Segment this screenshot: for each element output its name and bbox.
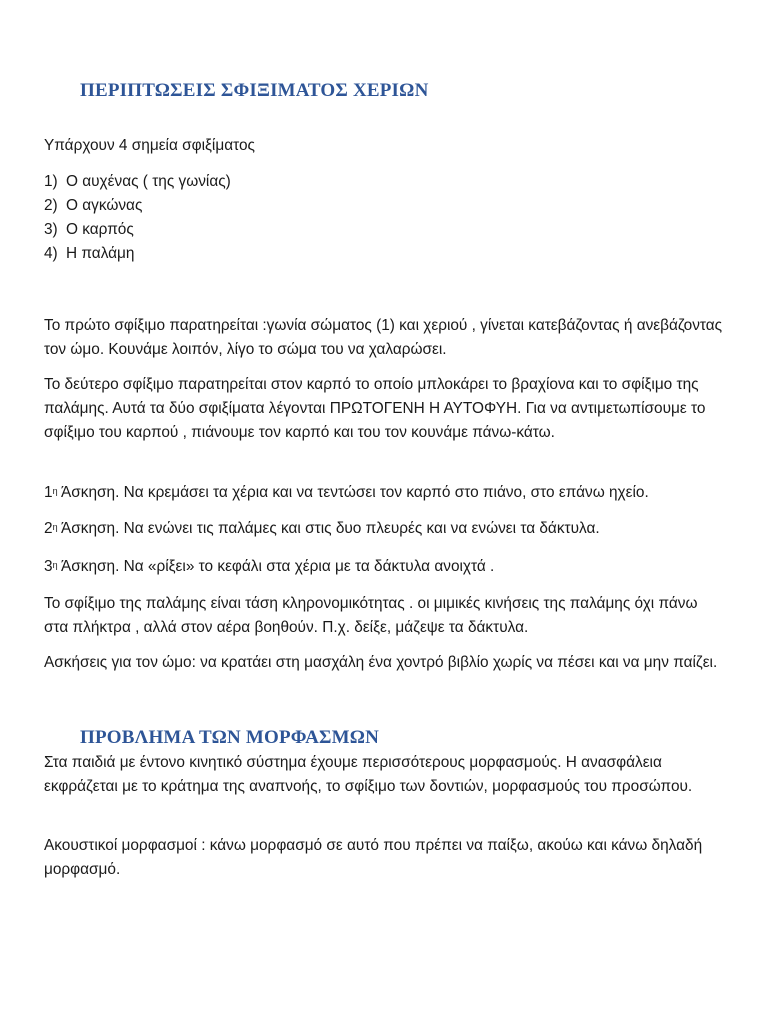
list-item-text: Ο αυχένας ( της γωνίας) xyxy=(66,173,231,190)
acoustic-grimaces-paragraph: Ακουστικοί μορφασμοί : κάνω μορφασμό σε αυτό που πρέπει να παίξω, ακούω και κάνω δηλαδή μορφασμό. xyxy=(44,837,703,878)
exercise-ordinal-suffix: η xyxy=(52,486,58,496)
section-heading-grimaces: ΠΡΟΒΛΗΜΑ ΤΩΝ ΜΟΡΦΑΣΜΩΝ xyxy=(80,727,380,748)
exercise-3 xyxy=(44,555,724,579)
first-tension-paragraph: Το πρώτο σφίξιμο παρατηρείται :γωνία σώματος (1) και χεριού , γίνεται κατεβάζοντας ή ανεβάζοντας τον ώμο. Κουνάμε λοιπόν, λίγο το σώμα του να χαλαρώσει. xyxy=(44,317,723,358)
exercise-text: Άσκηση. Να «ρίξει» το κεφάλι στα χέρια με τα δάκτυλα ανοιχτά . xyxy=(57,558,495,575)
exercise-text: Άσκηση. Να κρεμάσει τα χέρια και να τεντώσει τον καρπό στο πιάνο, στο επάνω ηχείο. xyxy=(57,484,649,501)
list-item-number: 1) xyxy=(44,173,58,190)
exercise-number: 1 xyxy=(44,484,53,501)
shoulder-exercises-paragraph: Ασκήσεις για τον ώμο: να κρατάει στη μασχάλη ένα χοντρό βιβλίο χωρίς να πέσει και να μην παίζει. xyxy=(44,654,718,671)
grimaces-paragraph: Στα παιδιά με έντονο κινητικό σύστημα έχουμε περισσότερους μορφασμούς. Η ανασφάλεια εκφράζεται με το κράτημα της αναπνοής, το σφίξιμο των δοντιών, μορφασμούς του προσώπου. xyxy=(44,754,693,795)
exercise-number: 2 xyxy=(44,520,53,537)
list-item xyxy=(44,194,231,218)
list-item xyxy=(44,218,231,242)
list-item xyxy=(44,242,231,266)
exercise-ordinal-suffix: η xyxy=(52,560,58,570)
list-item xyxy=(44,170,231,194)
exercise-ordinal-suffix: η xyxy=(52,522,58,532)
list-item-text: Ο αγκώνας xyxy=(66,197,143,214)
tension-points-list xyxy=(44,170,231,266)
list-item-text: Ο καρπός xyxy=(66,221,134,238)
list-item-text: Η παλάμη xyxy=(66,245,135,262)
intro-paragraph: Υπάρχουν 4 σημεία σφιξίματος xyxy=(44,137,255,154)
second-tension-paragraph: Το δεύτερο σφίξιμο παρατηρείται στον καρπό το οποίο μπλοκάρει το βραχίονα και το σφίξιμο της παλάμης. Αυτά τα δύο σφιξίματα λέγονται ΠΡΩΤΟΓΕΝΗ Η ΑΥΤΟΦΥΗ. Για να αντιμετωπίσουμε το σφίξιμο του καρπού , πιάνουμε τον καρπό και του τον κουνάμε πάνω-κάτω. xyxy=(44,376,706,441)
exercise-2 xyxy=(44,517,724,541)
section-heading-hand-tension: ΠΕΡΙΠΤΩΣΕΙΣ ΣΦΙΞΙΜΑΤΟΣ ΧΕΡΙΩΝ xyxy=(80,80,429,101)
list-item-number: 4) xyxy=(44,245,58,262)
palm-tension-paragraph: Το σφίξιμο της παλάμης είναι τάση κληρονομικότητας . οι μιμικές κινήσεις της παλάμης όχι πάνω στα πλήκτρα , αλλά στον αέρα βοηθούν. Π.χ. δείξε, μάζεψε τα δάκτυλα. xyxy=(44,595,698,636)
exercise-text: Άσκηση. Να ενώνει τις παλάμες και στις δυο πλευρές και να ενώνει τα δάκτυλα. xyxy=(57,520,600,537)
list-item-number: 3) xyxy=(44,221,58,238)
list-item-number: 2) xyxy=(44,197,58,214)
exercise-1 xyxy=(44,481,724,505)
exercise-number: 3 xyxy=(44,558,53,575)
